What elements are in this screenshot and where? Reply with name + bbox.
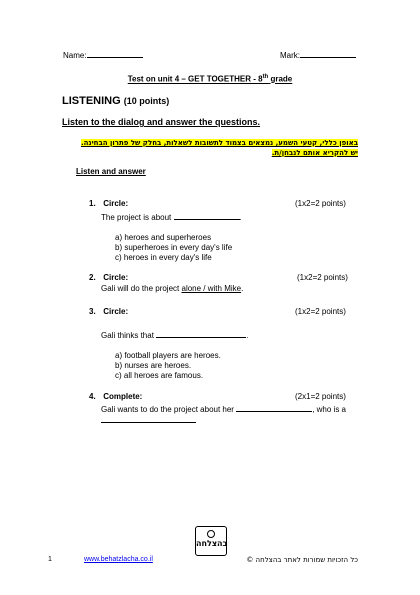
question-1-blank[interactable] bbox=[174, 211, 240, 220]
question-1-number: 1. bbox=[89, 199, 96, 208]
question-2-points: (1x2=2 points) bbox=[297, 273, 348, 282]
behatzlacha-logo bbox=[195, 526, 227, 556]
question-4-number: 4. bbox=[89, 392, 96, 401]
footer-page-number: 1 bbox=[48, 556, 52, 563]
option-c[interactable]: c) heroes in every day's life bbox=[115, 253, 212, 262]
footer-link[interactable]: www.behatzlacha.co.il bbox=[84, 556, 153, 563]
question-3-number: 3. bbox=[89, 307, 96, 316]
option-b[interactable]: b) superheroes in every day's life bbox=[115, 243, 233, 252]
option-a[interactable]: a) football players are heroes. bbox=[115, 351, 221, 360]
question-2-type: Circle: bbox=[103, 273, 129, 282]
footer-copyright: כל הזכויות שמורות לאתר בהצלחה © bbox=[246, 556, 358, 564]
question-4-header bbox=[89, 392, 142, 402]
test-title: Test on unit 4 – GET TOGETHER - 8th grade bbox=[127, 74, 293, 84]
question-3-prompt: Gali thinks that . bbox=[101, 331, 249, 340]
question-4-prompt: Gali wants to do the project about her , who is a bbox=[101, 405, 346, 414]
mark-field bbox=[280, 49, 356, 61]
mark-label: Mark: bbox=[280, 51, 300, 60]
question-3-type: Circle: bbox=[103, 307, 129, 316]
option-c[interactable]: c) all heroes are famous. bbox=[115, 371, 204, 380]
question-3-options bbox=[115, 351, 221, 381]
name-label: Name: bbox=[63, 51, 87, 60]
notice-line-1: באופן כללי, קטעי השמע, נמצאים בצמוד לתשובות לשאלות, בחלק של פתרון הבחינה. bbox=[80, 139, 358, 147]
section-instruction: Listen to the dialog and answer the questions. bbox=[62, 117, 261, 127]
question-4-points: (2x1=2 points) bbox=[295, 392, 346, 401]
name-field bbox=[63, 49, 143, 61]
section-title-text: LISTENING bbox=[62, 95, 121, 107]
question-1-header bbox=[89, 199, 128, 209]
logo-text: בהצלחה bbox=[196, 539, 228, 548]
question-4-type: Complete: bbox=[103, 392, 143, 401]
subheading: Listen and answer bbox=[76, 167, 146, 176]
question-2-header bbox=[89, 273, 128, 283]
question-2-number: 2. bbox=[89, 273, 96, 282]
question-1-options bbox=[115, 233, 232, 263]
question-1-points: (1x2=2 points) bbox=[295, 199, 346, 208]
section-points: (10 points) bbox=[123, 96, 170, 106]
question-4-blank-2[interactable] bbox=[101, 422, 196, 423]
question-2-choice[interactable]: alone / with Mike bbox=[181, 284, 242, 293]
option-b[interactable]: b) nurses are heroes. bbox=[115, 361, 192, 370]
logo-icon bbox=[207, 530, 215, 538]
section-title bbox=[62, 95, 169, 108]
question-2-prompt: Gali will do the project alone / with Mike. bbox=[101, 284, 244, 293]
mark-blank[interactable] bbox=[300, 49, 356, 58]
option-a[interactable]: a) heroes and superheroes bbox=[115, 233, 212, 242]
name-blank[interactable] bbox=[87, 49, 143, 58]
hebrew-notice bbox=[58, 138, 358, 158]
question-1-prompt: The project is about . bbox=[101, 213, 242, 222]
question-3-header bbox=[89, 307, 128, 317]
question-3-points: (1x2=2 points) bbox=[295, 307, 346, 316]
question-4-blank-1[interactable] bbox=[236, 403, 312, 412]
question-3-blank[interactable] bbox=[156, 329, 246, 338]
notice-line-2: יש להקריא אותם לנבחן/ת. bbox=[271, 149, 358, 157]
question-1-type: Circle: bbox=[103, 199, 129, 208]
